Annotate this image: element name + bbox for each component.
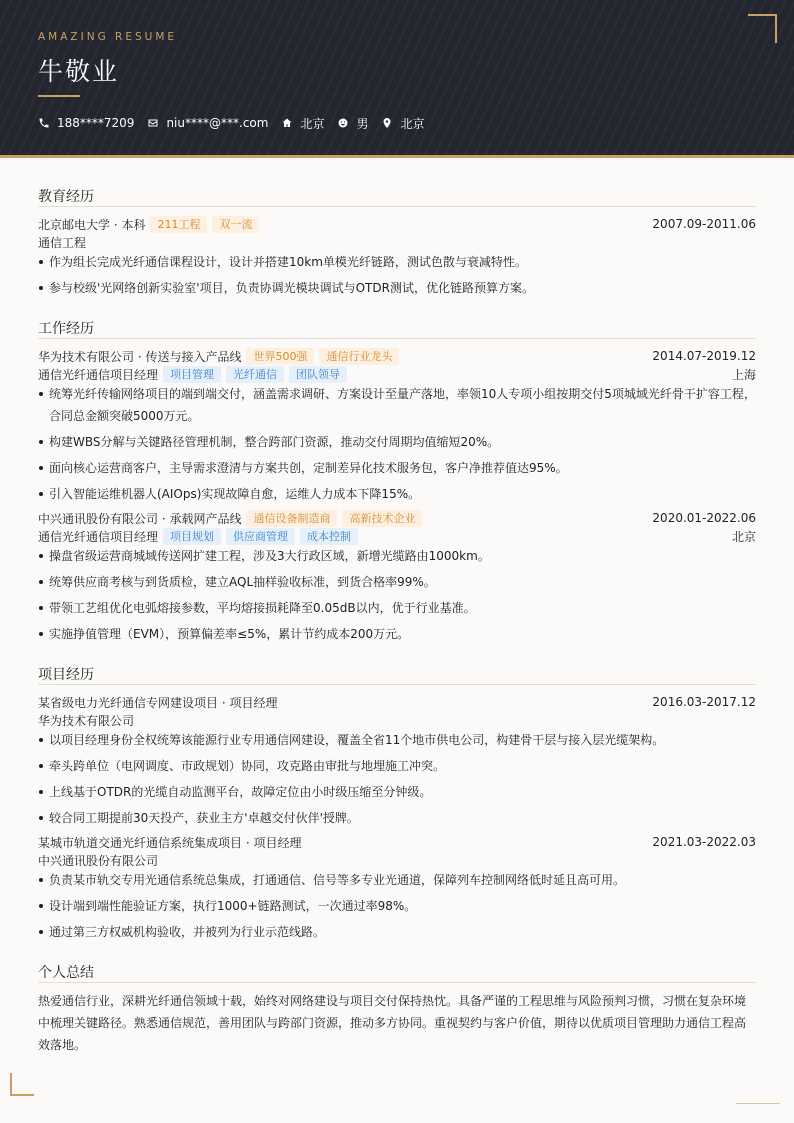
project-org-row [38, 711, 756, 729]
section-title-projects: 项目经历 [38, 667, 94, 683]
summary-text: 热爱通信行业，深耕光纤通信领域十载，始终对网络建设与项目交付保持热忱。具备严谨的工程思维与风险预判习惯，习惯在复杂环境中梳理关键路径。熟悉通信规范，善用团队与跨部门资源，推动多方协同。重视契约与客户价值，期待以优质项目管理助力通信工程高效落地。 [38, 994, 747, 1052]
company-tag: 通信设备制造商 [246, 510, 337, 527]
company-tag: 高新技术企业 [342, 510, 422, 527]
section-divider [38, 982, 756, 983]
skill-tag: 项目规划 [163, 528, 221, 545]
section-title-work: 工作经历 [38, 321, 94, 337]
contact-phone [38, 116, 134, 130]
contact-gender [337, 115, 368, 132]
job-bullet: 统筹光纤传输网络项目的端到端交付，涵盖需求调研、方案设计至量产落地，率领10人专项小组按期交付5项城域光纤骨干扩容工程，合同总金额突破5000万元。 [38, 383, 756, 427]
company-tag: 世界500强 [246, 348, 314, 365]
header-accent-line [0, 155, 794, 158]
section-divider [38, 206, 756, 207]
section-title-summary: 个人总结 [38, 965, 94, 981]
major: 通信工程 [38, 235, 87, 250]
project-organization: 华为技术有限公司 [38, 713, 135, 728]
project-header-row [38, 693, 756, 711]
email-address: niu****@***.com [166, 116, 269, 130]
project-bullet: 较合同工期提前30天投产，获业主方'卓越交付伙伴'授牌。 [38, 807, 756, 829]
job-bullet: 统筹供应商考核与到货质检，建立AQL抽样验收标准，到货合格率99%。 [38, 571, 756, 593]
job-bullet: 构建WBS分解与关键路径管理机制，整合跨部门资源，推动交付周期均值缩短20%。 [38, 431, 756, 453]
company-name: 华为技术有限公司 · 传送与接入产品线 [38, 349, 242, 364]
job-bullet: 带领工艺组优化电弧熔接参数，平均熔接损耗降至0.05dB以内，优于行业基准。 [38, 597, 756, 619]
project-date: 2016.03-2017.12 [652, 695, 756, 709]
education-date: 2007.09-2011.06 [652, 217, 756, 231]
resume-header [0, 0, 794, 157]
major-row [38, 233, 756, 251]
project-name: 某城市轨道交通光纤通信系统集成项目 · 项目经理 [38, 835, 302, 850]
corner-decoration-top-right [748, 14, 777, 43]
project-bullet: 以项目经理身份全权统筹该能源行业专用通信网建设，覆盖全省11个地市供电公司，构建骨干层与接入层光缆架构。 [38, 729, 756, 751]
contact-home [281, 115, 324, 132]
education-bullet: 作为组长完成光纤通信课程设计，设计并搭建10km单模光纤链路，测试色散与衰减特性。 [38, 251, 756, 273]
job-city: 上海 [731, 367, 756, 382]
contact-email [147, 116, 268, 130]
project-bullet: 通过第三方权威机构验收，并被列为行业示范线路。 [38, 921, 756, 943]
job-bullet: 操盘省级运营商城域传送网扩建工程，涉及3大行政区域，新增光缆路由1000km。 [38, 545, 756, 567]
project-bullet: 上线基于OTDR的光缆自动监测平台，故障定位由小时级压缩至分钟级。 [38, 781, 756, 803]
skill-tag: 光纤通信 [226, 366, 284, 383]
job-title: 通信光纤通信项目经理 [38, 367, 159, 382]
job-role-row [38, 365, 756, 383]
candidate-name: 牛敬业 [38, 57, 120, 86]
project-bullet: 设计端到端性能验证方案，执行1000+链路测试，一次通过率98%。 [38, 895, 756, 917]
gender: 男 [356, 116, 369, 131]
company-name: 中兴通讯股份有限公司 · 承载网产品线 [38, 511, 242, 526]
job-bullet: 面向核心运营商客户，主导需求澄清与方案共创，定制差异化技术服务包，客户净推荐值达95%。 [38, 457, 756, 479]
name-underline [38, 95, 80, 97]
company-tag: 通信行业龙头 [319, 348, 399, 365]
contact-location [381, 115, 424, 132]
job-title: 通信光纤通信项目经理 [38, 529, 159, 544]
phone-number: 188****7209 [57, 116, 135, 130]
corner-decoration-bottom-left [10, 1073, 34, 1096]
resume-tagline: AMAZING RESUME [38, 31, 178, 43]
email-icon [147, 117, 159, 129]
job-city: 北京 [731, 529, 756, 544]
project-header-row [38, 833, 756, 851]
job-bullet: 实施挣值管理（EVM），预算偏差率≤5%，累计节约成本200万元。 [38, 623, 756, 645]
project-date: 2021.03-2022.03 [652, 835, 756, 849]
job-date: 2020.01-2022.06 [652, 511, 756, 525]
skill-tag: 供应商管理 [226, 528, 295, 545]
project-bullet: 负责某市轨交专用光通信系统总集成，打通通信、信号等多专业光通道，保障列车控制网络低时延且高可用。 [38, 869, 756, 891]
project-bullet: 牵头跨单位（电网调度、市政规划）协同，攻克路由审批与地埋施工冲突。 [38, 755, 756, 777]
section-divider [38, 338, 756, 339]
job-header-row [38, 509, 756, 527]
phone-icon [38, 117, 50, 129]
school-name: 北京邮电大学 · 本科 [38, 217, 146, 232]
project-org-row [38, 851, 756, 869]
project-name: 某省级电力光纤通信专网建设项目 · 项目经理 [38, 695, 278, 710]
home-city: 北京 [300, 116, 325, 131]
school-tag: 211工程 [150, 216, 207, 233]
job-header-row [38, 347, 756, 365]
section-divider [38, 684, 756, 685]
skill-tag: 项目管理 [163, 366, 221, 383]
contact-bar [38, 114, 438, 132]
gender-icon [337, 117, 349, 129]
location-city: 北京 [400, 116, 425, 131]
skill-tag: 成本控制 [300, 528, 358, 545]
education-header-row [38, 215, 756, 233]
footer-accent-line [736, 1103, 780, 1104]
job-role-row [38, 527, 756, 545]
education-bullet: 参与校级'光网络创新实验室'项目，负责协调光模块调试与OTDR测试，优化链路预算方案。 [38, 277, 756, 299]
location-icon [381, 117, 393, 129]
skill-tag: 团队领导 [289, 366, 347, 383]
home-icon [281, 117, 293, 129]
job-bullet: 引入智能运维机器人(AIOps)实现故障自愈，运维人力成本下降15%。 [38, 483, 756, 505]
project-organization: 中兴通讯股份有限公司 [38, 853, 159, 868]
school-tag: 双一流 [212, 216, 259, 233]
job-date: 2014.07-2019.12 [652, 349, 756, 363]
section-title-education: 教育经历 [38, 189, 94, 205]
